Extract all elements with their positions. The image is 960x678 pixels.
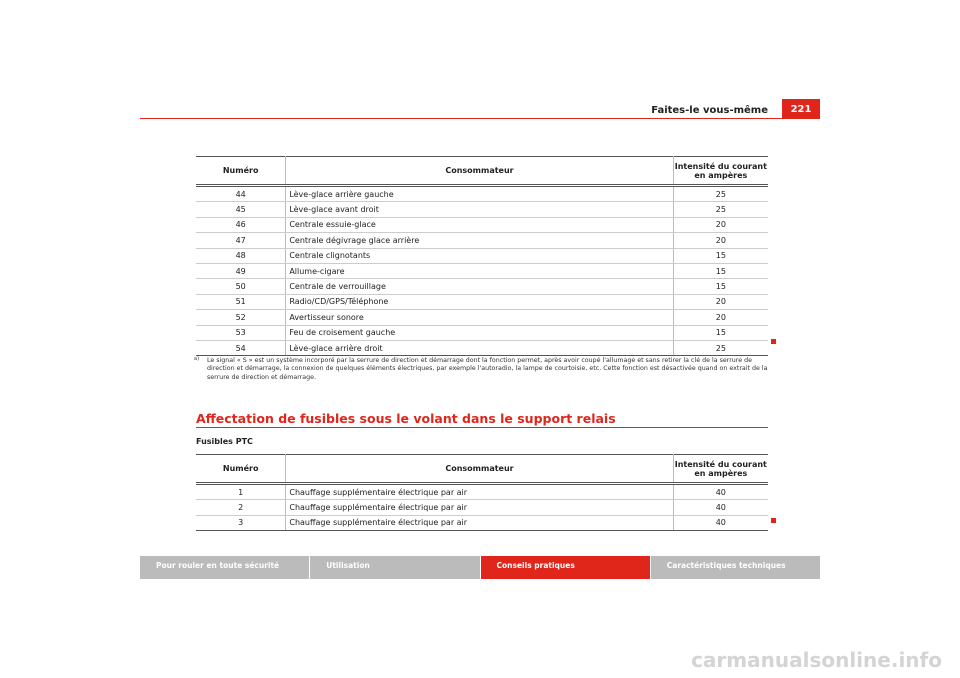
column-header-number: Numéro: [196, 157, 286, 186]
fuse-number: 51: [196, 294, 286, 309]
amperage-value: 20: [673, 310, 768, 325]
table-row: [196, 248, 768, 263]
fuse-number: 47: [196, 233, 286, 248]
consumer-name: Chauffage supplémentaire électrique par air: [286, 515, 673, 530]
header-divider: [140, 118, 820, 119]
consumer-name: Feu de croisement gauche: [286, 325, 673, 340]
amperage-value: 25: [673, 340, 768, 355]
ptc-fuse-table-body: [196, 484, 768, 531]
section-end-marker: [771, 339, 776, 344]
consumer-name: Centrale clignotants: [286, 248, 673, 263]
fuse-number: 54: [196, 340, 286, 355]
consumer-name: Allume-cigare: [286, 263, 673, 278]
table-row: [196, 325, 768, 340]
amperage-value: 15: [673, 325, 768, 340]
consumer-name: Chauffage supplémentaire électrique par air: [286, 484, 673, 500]
fuse-table-body: [196, 186, 768, 356]
amperage-value: 15: [673, 279, 768, 294]
tab-safety[interactable]: Pour rouler en toute sécurité: [140, 556, 309, 579]
column-header-consumer: Consommateur: [286, 455, 673, 484]
table-header-row: [196, 157, 768, 186]
fuse-number: 49: [196, 263, 286, 278]
fuse-number: 53: [196, 325, 286, 340]
column-header-consumer: Consommateur: [286, 157, 673, 186]
watermark: carmanualsonline.info: [691, 648, 942, 672]
amperage-value: 25: [673, 202, 768, 217]
tab-operation[interactable]: Utilisation: [310, 556, 479, 579]
subheading: Fusibles PTC: [196, 437, 253, 446]
footnote-text: Le signal « S » est un système incorporé par la serrure de direction et démarrage dont la fonction permet, après avoir coupé l'allumage et sans retirer la clé de la serrure de direction et démarrage, la connexion de quelques éléments électriques, par exemple l'autoradio, la lampe de courtoisie, etc. Cette fonction est désactivée quand on extrait de la serrure de direction et démarrage.: [207, 357, 768, 381]
consumer-name: Avertisseur sonore: [286, 310, 673, 325]
section-divider: [196, 427, 768, 428]
table-row: [196, 279, 768, 294]
table-row: [196, 310, 768, 325]
consumer-name: Centrale de verrouillage: [286, 279, 673, 294]
section-title: Affectation de fusibles sous le volant dans le support relais: [196, 411, 616, 426]
column-header-number: Numéro: [196, 455, 286, 484]
table-row: [196, 484, 768, 500]
table-row: [196, 202, 768, 217]
section-end-marker: [771, 518, 776, 523]
table-row: [196, 233, 768, 248]
ptc-fuse-table: [196, 454, 768, 531]
fuse-number: 48: [196, 248, 286, 263]
column-header-amperage: Intensité du courant en ampères: [673, 157, 768, 186]
consumer-name: Chauffage supplémentaire électrique par air: [286, 500, 673, 515]
footnote: [196, 357, 771, 382]
table-row: [196, 294, 768, 309]
fuse-number: 2: [196, 500, 286, 515]
table-row: [196, 340, 768, 355]
fuse-number: 44: [196, 186, 286, 202]
amperage-value: 20: [673, 217, 768, 232]
table-row: [196, 217, 768, 232]
fuse-table: [196, 156, 768, 356]
consumer-name: Radio/CD/GPS/Téléphone: [286, 294, 673, 309]
consumer-name: Lève-glace avant droit: [286, 202, 673, 217]
table-row: [196, 186, 768, 202]
fuse-number: 52: [196, 310, 286, 325]
amperage-value: 15: [673, 263, 768, 278]
amperage-value: 25: [673, 186, 768, 202]
consumer-name: Centrale dégivrage glace arrière: [286, 233, 673, 248]
amperage-value: 40: [673, 484, 768, 500]
footnote-marker: a): [194, 356, 200, 362]
page-number: 221: [782, 99, 820, 119]
consumer-name: Lève-glace arrière droit: [286, 340, 673, 355]
table-header-row: [196, 455, 768, 484]
tab-technical-specs[interactable]: Caractéristiques techniques: [651, 556, 820, 579]
amperage-value: 20: [673, 294, 768, 309]
amperage-value: 15: [673, 248, 768, 263]
table-row: [196, 515, 768, 530]
tab-practical-tips[interactable]: Conseils pratiques: [481, 556, 650, 579]
fuse-number: 45: [196, 202, 286, 217]
amperage-value: 40: [673, 515, 768, 530]
fuse-number: 46: [196, 217, 286, 232]
chapter-navigation: [140, 556, 820, 579]
consumer-name: Centrale essuie-glace: [286, 217, 673, 232]
amperage-value: 40: [673, 500, 768, 515]
fuse-number: 1: [196, 484, 286, 500]
table-row: [196, 263, 768, 278]
consumer-name: Lève-glace arrière gauche: [286, 186, 673, 202]
amperage-value: 20: [673, 233, 768, 248]
table-row: [196, 500, 768, 515]
fuse-number: 3: [196, 515, 286, 530]
fuse-number: 50: [196, 279, 286, 294]
page-header-title: Faites-le vous-même: [651, 105, 768, 116]
column-header-amperage: Intensité du courant en ampères: [673, 455, 768, 484]
